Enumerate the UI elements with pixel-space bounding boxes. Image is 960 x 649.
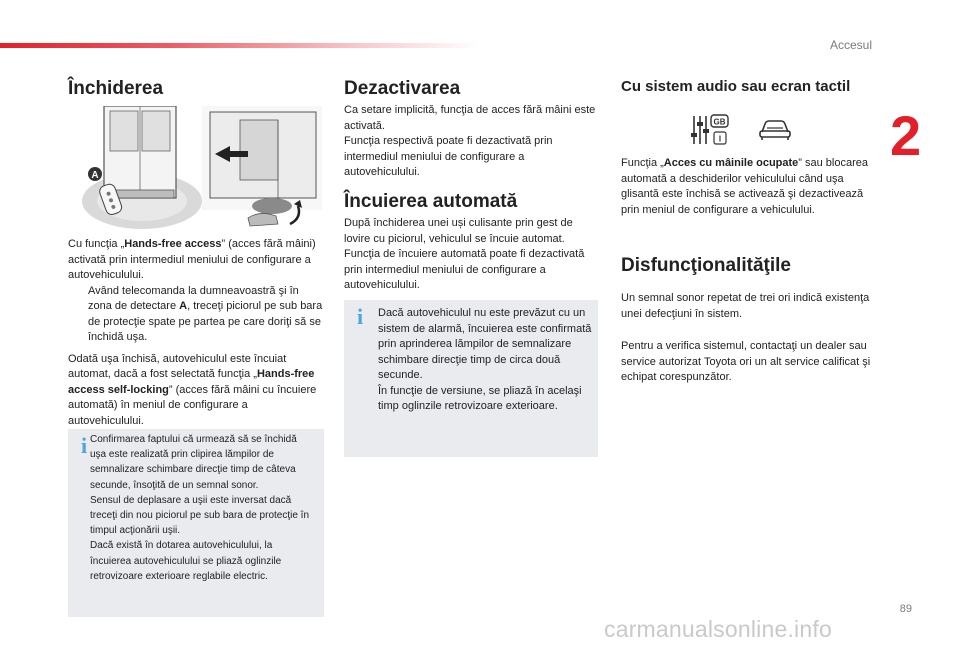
heading-incuierea-automata: Încuierea automată <box>344 191 518 212</box>
info-icon: i <box>357 304 364 329</box>
page-number: 89 <box>899 603 912 615</box>
info-text-closing: Confirmarea faptului că urmează să se închidă uşa este realizată prin clipirea lămpilor de semnalizare schimbare direcţie timp de câteva secunde, însoţită de un semnal sonor. Sensul de deplasare a uşii este inversat dacă treceţi din nou piciorul pe sub bara de protecţie în timpul acţionării uşii. Dacă există în dotarea autovehiculului, la încuierea autovehiculului se pliază oglinzile retrovizoare exterioare reglabile electric. <box>90 434 310 582</box>
col1-body <box>68 237 324 429</box>
heading-audio-system: Cu sistem audio sau ecran tactil <box>621 78 851 95</box>
hands-busy-paragraph: Funcţia „Acces cu mâinile ocupate” sau blocarea automată a deschiderilor vehiculului când uşa glisantă este închisă se activează şi dezactivează prin meniul de configurare a vehiculului. <box>621 157 869 216</box>
info-label-i: I <box>718 134 722 144</box>
self-locking-paragraph: Odată uşa închisă, autovehiculul este încuiat automat, dacă a fost selectată funcţia „Hands-free access self-locking” (acces fără mâini cu încuiere automată) în meniul de configurare a autovehiculului. <box>68 352 317 427</box>
info-icon: i <box>81 433 88 458</box>
dealer-contact-paragraph: Pentru a verifica sistemul, contactaţi un dealer sau service autorizat Toyota ori un alt service calificat şi echipat corespunzător. <box>621 340 871 383</box>
header-accent-bar <box>0 43 480 48</box>
info-box-auto-lock <box>344 300 598 457</box>
heading-inchiderea: Închiderea <box>68 78 164 99</box>
settings-icon <box>690 113 730 147</box>
car-outline-icon <box>758 117 792 141</box>
bullet-marker <box>68 284 88 346</box>
heading-disfunctionalitati: Disfuncţionalităţile <box>621 255 791 276</box>
language-gb-label: GB <box>713 117 726 127</box>
deactivation-paragraph: Ca setare implicită, funcţia de acces fără mâini este activată. Funcţia respectivă poate fi dezactivată prin intermediul meniului de configurare a autovehiculului. <box>344 104 596 178</box>
auto-lock-paragraph: După închiderea unei uși culisante prin gest de lovire cu piciorul, vehiculul se încuie automat. Funcţia de încuiere automată poate fi dezactivată prin intermediul meniului de configurare a autovehiculului. <box>344 217 585 291</box>
info-box-closing <box>68 429 324 617</box>
van-rear-diagram <box>80 106 324 232</box>
section-title: Accesul <box>829 38 872 52</box>
fault-signal-paragraph: Un semnal sonor repetat de trei ori indică existenţa unei defecţiuni în sistem. <box>621 292 870 320</box>
van-illustration <box>80 106 324 232</box>
equalizer-settings-icon <box>690 113 730 147</box>
car-icon <box>758 117 792 141</box>
handsfree-paragraph: Cu funcţia „Hands-free access” (acces fără mâini) activată prin intermediul meniului de configurare a autovehiculului. <box>68 238 316 281</box>
heading-dezactivarea: Dezactivarea <box>344 78 461 99</box>
watermark: carmanualsonline.info <box>604 616 832 642</box>
chapter-number: 2 <box>890 104 922 167</box>
zone-callout-a: A <box>91 170 99 181</box>
info-text-auto-lock: Dacă autovehiculul nu este prevăzut cu un sistem de alarmă, încuierea este confirmată prin aprinderea lămpilor de semnalizare schimbare direcţie timp de circa două secunde. În funcţie de versiune, se pliază în acelaşi timp oglinzile retrovizoare exterioare. <box>378 307 592 412</box>
instruction-bullet: Având telecomanda la dumneavoastră şi în zona de detectare A, treceţi piciorul pe sub bara de protecţie spate pe partea pe care doriţi să se închidă uşa. <box>68 284 324 346</box>
